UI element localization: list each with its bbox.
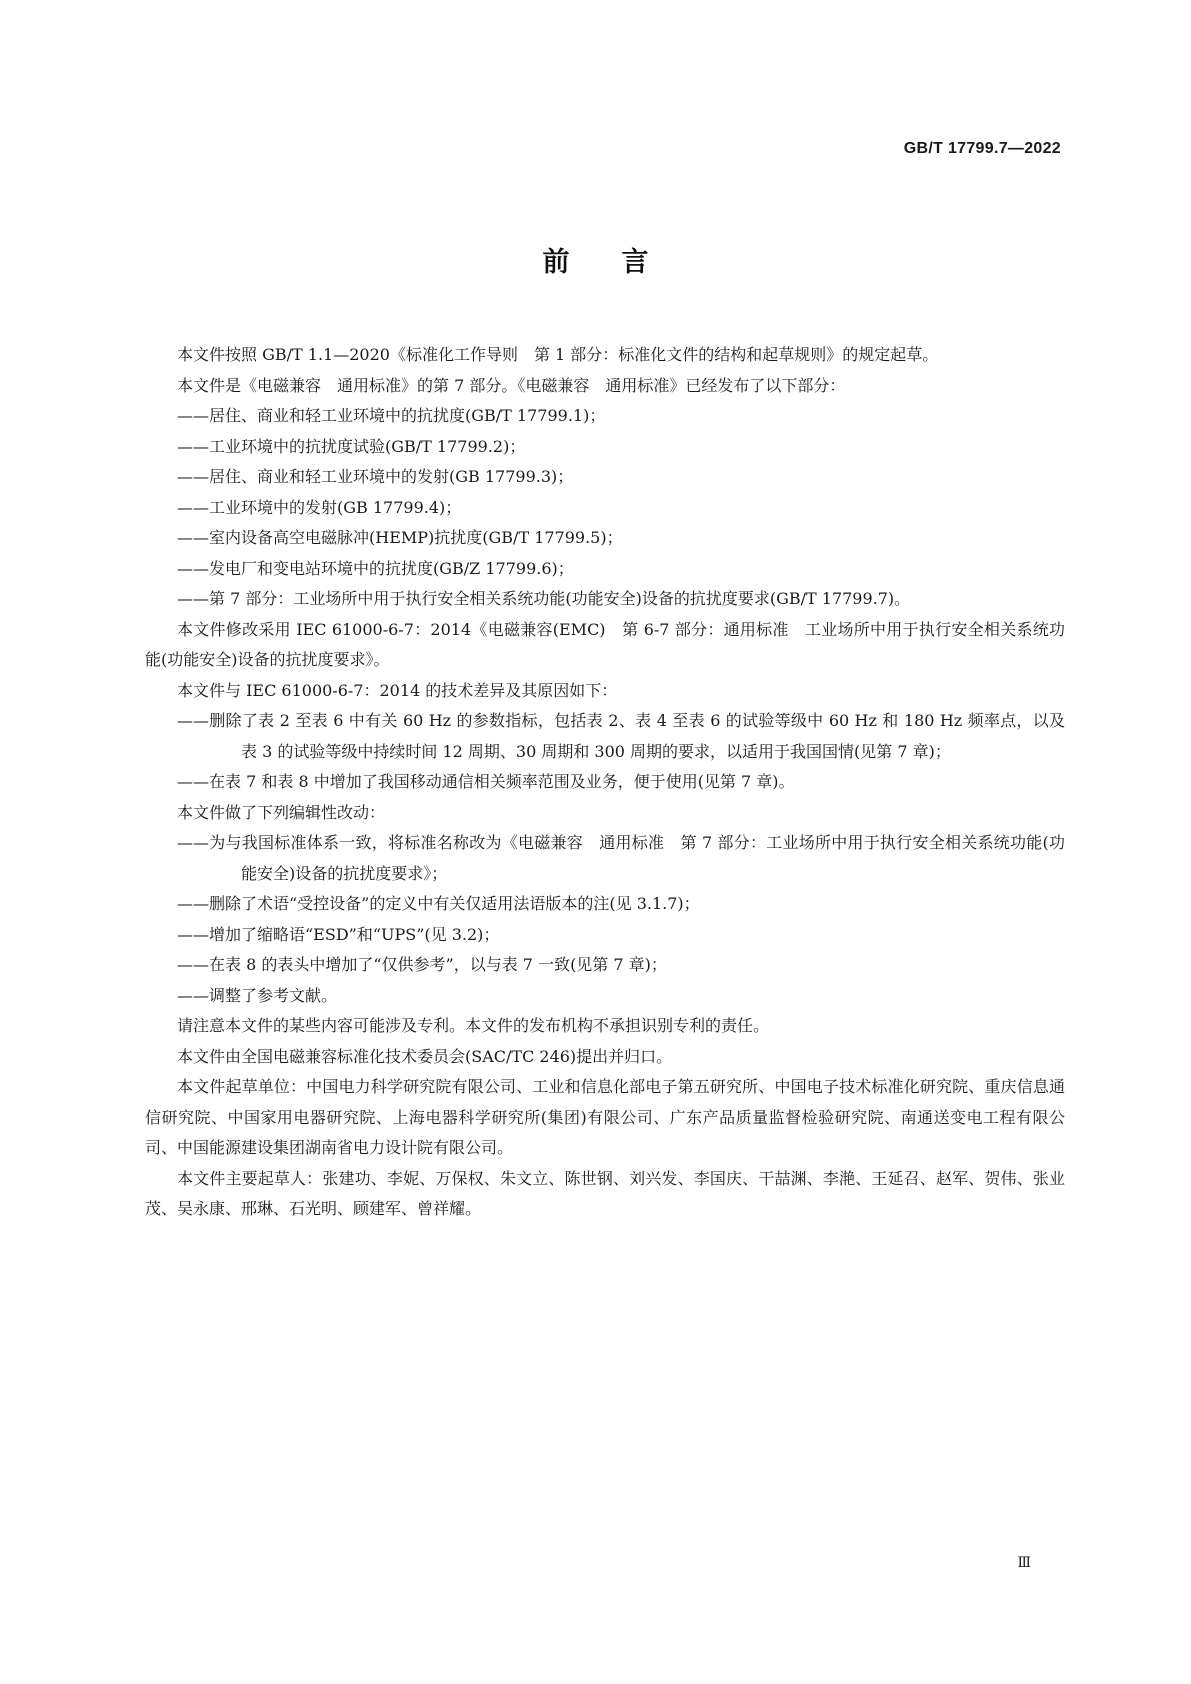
list-item-edit: ——增加了缩略语“ESD”和“UPS”(见 3.2)； (177, 924, 500, 944)
paragraph-edit-intro: 本文件做了下列编辑性改动： (177, 802, 386, 822)
paragraph-part-intro: 本文件是《电磁兼容 通用标准》的第 7 部分。《电磁兼容 通用标准》已经发布了以下部分： (177, 375, 846, 395)
list-item-tech-diff: ——在表 7 和表 8 中增加了我国移动通信相关频率范围及业务，便于使用(见第 7 章)。 (177, 772, 795, 791)
paragraph-drafting-basis: 本文件按照 GB/T 1.1—2020《标准化工作导则 第 1 部分：标准化文件的结构和起草规则》的规定起草。 (177, 345, 939, 364)
list-item-part: ——室内设备高空电磁脉冲(HEMP)抗扰度(GB/T 17799.5)； (177, 528, 623, 547)
paragraph-patent-notice: 请注意本文件的某些内容可能涉及专利。本文件的发布机构不承担识别专利的责任。 (177, 1016, 770, 1035)
standard-code: GB/T 17799.7—2022 (903, 140, 1061, 157)
list-item-part: ——居住、商业和轻工业环境中的抗扰度(GB/T 17799.1)； (177, 406, 606, 425)
list-item-part: ——第 7 部分：工业场所中用于执行安全相关系统功能(功能安全)设备的抗扰度要求(GB/T 17799.7)。 (177, 589, 911, 608)
page-title: 前言 (542, 247, 701, 278)
list-item-part: ——居住、商业和轻工业环境中的发射(GB 17799.3)； (177, 467, 574, 486)
list-item-part: ——工业环境中的发射(GB 17799.4)； (177, 497, 462, 517)
list-item-part: ——发电厂和变电站环境中的抗扰度(GB/Z 17799.6)； (177, 558, 574, 578)
list-item-part: ——工业环境中的抗扰度试验(GB/T 17799.2)； (177, 436, 526, 456)
paragraph-adoption: 本文件修改采用 IEC 61000-6-7：2014《电磁兼容(EMC) 第 6-7 部分：通用标准 工业场所中用于执行安全相关系统功能(功能安全)设备的抗扰度要求》。 (145, 619, 1065, 669)
list-item-edit: ——删除了术语“受控设备”的定义中有关仅适用法语版本的注(见 3.1.7)； (177, 894, 700, 913)
page-number: Ⅲ (1017, 1555, 1031, 1571)
paragraph-committee: 本文件由全国电磁兼容标准化技术委员会(SAC/TC 246)提出并归口。 (177, 1046, 673, 1066)
paragraph-drafters: 本文件主要起草人：张建功、李妮、万保权、朱文立、陈世钢、刘兴发、李国庆、干喆渊、李滟、王延召、赵军、贺伟、张业茂、吴永康、邢琳、石光明、顾建军、曾祥耀。 (145, 1168, 1065, 1218)
list-item-edit: ——调整了参考文献。 (177, 985, 338, 1005)
list-item-edit: ——为与我国标准体系一致，将标准名称改为《电磁兼容 通用标准 第 7 部分：工业场所中用于执行安全相关系统功能(功能安全)设备的抗扰度要求》； (177, 833, 1065, 883)
list-item-edit: ——在表 8 的表头中增加了“仅供参考”，以与表 7 一致(见第 7 章)； (177, 955, 667, 974)
list-item-tech-diff: ——删除了表 2 至表 6 中有关 60 Hz 的参数指标，包括表 2、表 4 至表 6 的试验等级中 60 Hz 和 180 Hz 频率点，以及表 3 的试验等级中持续时间 12 周期、30 周期和 300 周期的要求，以适用于我国国情(见第 7 章)； (177, 711, 1065, 761)
document-body (145, 340, 1065, 1225)
paragraph-tech-diff-intro: 本文件与 IEC 61000-6-7：2014 的技术差异及其原因如下： (177, 680, 618, 700)
paragraph-drafting-units: 本文件起草单位：中国电力科学研究院有限公司、工业和信息化部电子第五研究所、中国电子技术标准化研究院、重庆信息通信研究院、中国家用电器研究院、上海电器科学研究所(集团)有限公司、广东产品质量监督检验研究院、南通送变电工程有限公司、中国能源建设集团湖南省电力设计院有限公司。 (145, 1077, 1065, 1157)
